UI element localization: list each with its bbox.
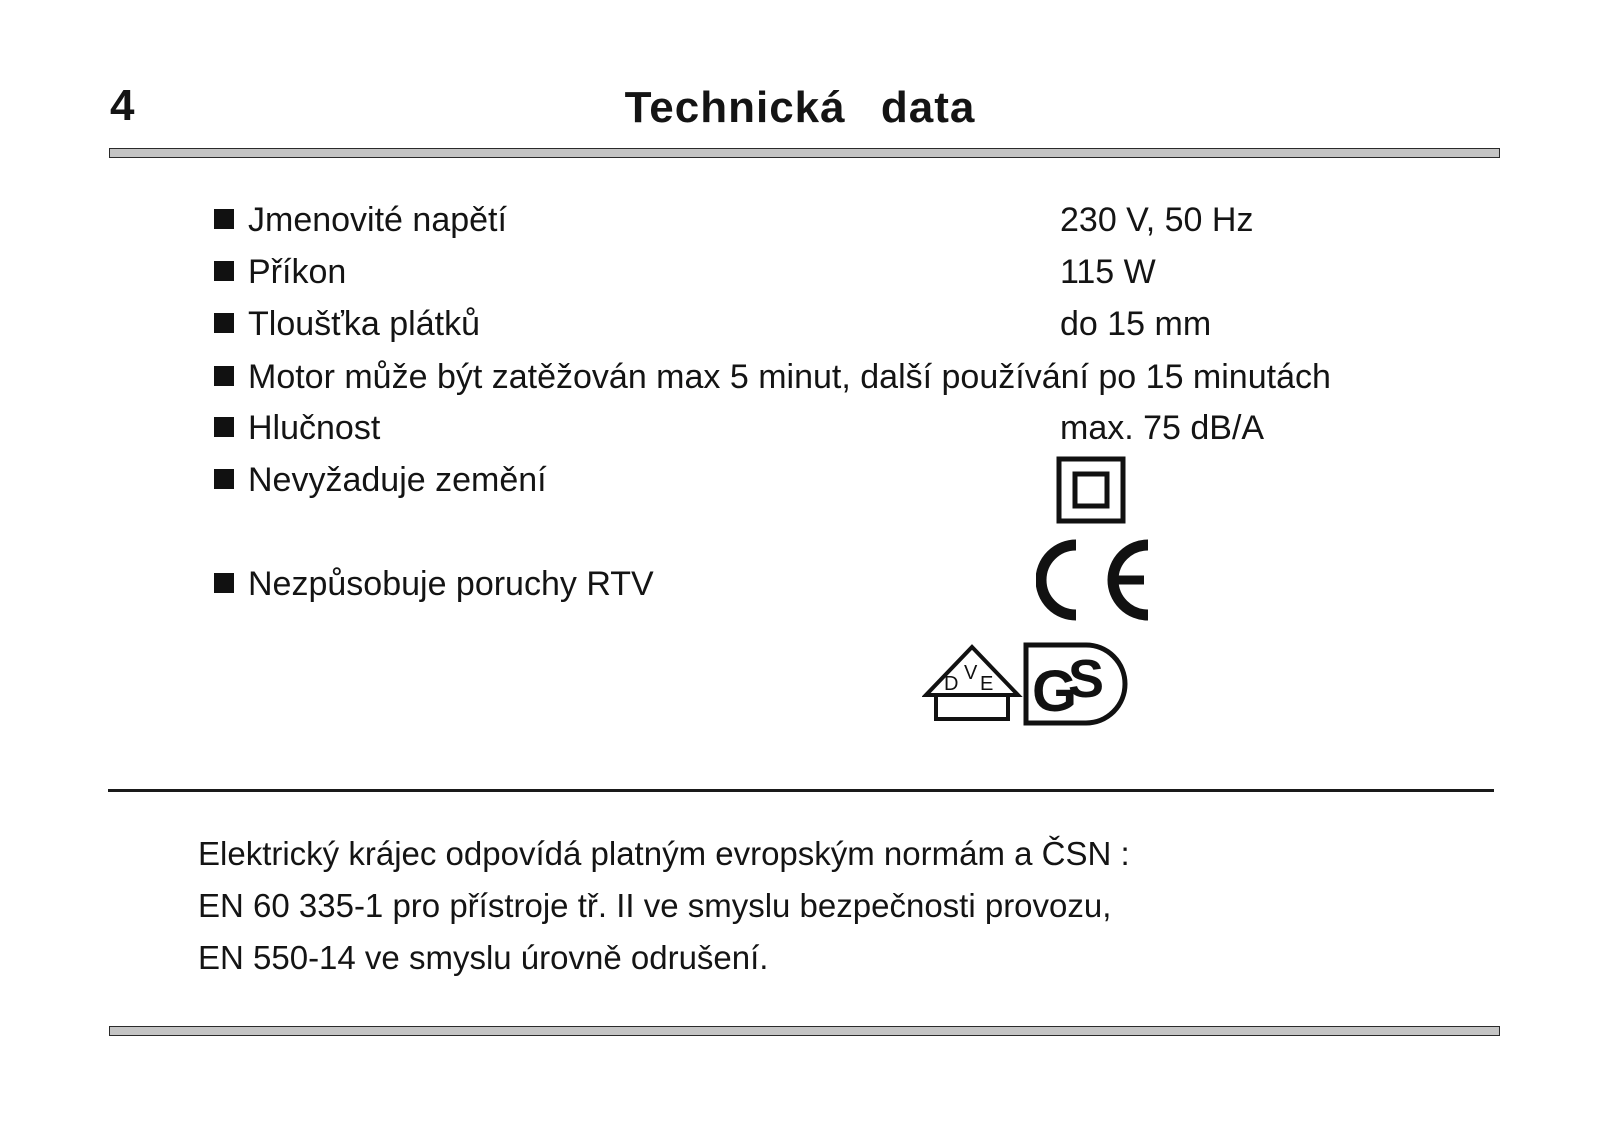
page-title: Technická data (624, 83, 976, 132)
page-number: 4 (110, 81, 135, 130)
svg-text:E: E (980, 673, 994, 695)
bullet-square-icon (214, 209, 234, 229)
gs-mark-icon (1016, 637, 1128, 731)
header-divider-bar (109, 148, 1500, 158)
svg-text:D: D (944, 673, 959, 695)
spec-label: Příkon (248, 253, 347, 291)
spec-row-rated-voltage (214, 203, 507, 237)
bullet-square-icon (214, 366, 234, 386)
compliance-line: Elektrický krájec odpovídá platným evropským normám a ČSN : (198, 835, 1130, 872)
svg-text:G: G (1032, 659, 1078, 724)
double-insulation-class-ii-icon (1056, 456, 1126, 524)
spec-value-slice-thickness: do 15 mm (1060, 305, 1212, 343)
compliance-line: EN 550-14 ve smyslu úrovně odrušení. (198, 939, 769, 976)
spec-row-power-input (214, 255, 346, 289)
bullet-square-icon (214, 417, 234, 437)
bullet-square-icon (214, 573, 234, 593)
svg-text:V: V (964, 662, 978, 684)
spec-value-rated-voltage: 230 V, 50 Hz (1060, 201, 1254, 239)
spec-row-no-grounding (214, 463, 547, 497)
compliance-line: EN 60 335-1 pro přístroje tř. II ve smyslu bezpečnosti provozu, (198, 887, 1112, 924)
spec-value-noise: max. 75 dB/A (1060, 409, 1265, 447)
bullet-square-icon (214, 313, 234, 333)
spec-label: Jmenovité napětí (248, 201, 507, 239)
section-divider (108, 789, 1494, 792)
bullet-square-icon (214, 469, 234, 489)
svg-text:S: S (1068, 649, 1105, 709)
vde-mark-icon (922, 643, 1026, 727)
spec-label: Nezpůsobuje poruchy RTV (248, 565, 654, 603)
spec-row-slice-thickness (214, 307, 480, 341)
footer-divider-bar (109, 1026, 1500, 1036)
spec-label: Tloušťka plátků (248, 305, 480, 343)
spec-row-motor-duty (214, 360, 1331, 394)
bullet-square-icon (214, 261, 234, 281)
spec-label: Motor může být zatěžován max 5 minut, další používání po 15 minutách (248, 358, 1331, 396)
spec-label: Nevyžaduje zemění (248, 461, 547, 499)
ce-mark-icon (1036, 537, 1156, 623)
spec-row-no-rtv-interference (214, 567, 654, 601)
spec-value-power-input: 115 W (1060, 253, 1156, 291)
spec-label: Hlučnost (248, 409, 381, 447)
spec-row-noise (214, 411, 380, 445)
